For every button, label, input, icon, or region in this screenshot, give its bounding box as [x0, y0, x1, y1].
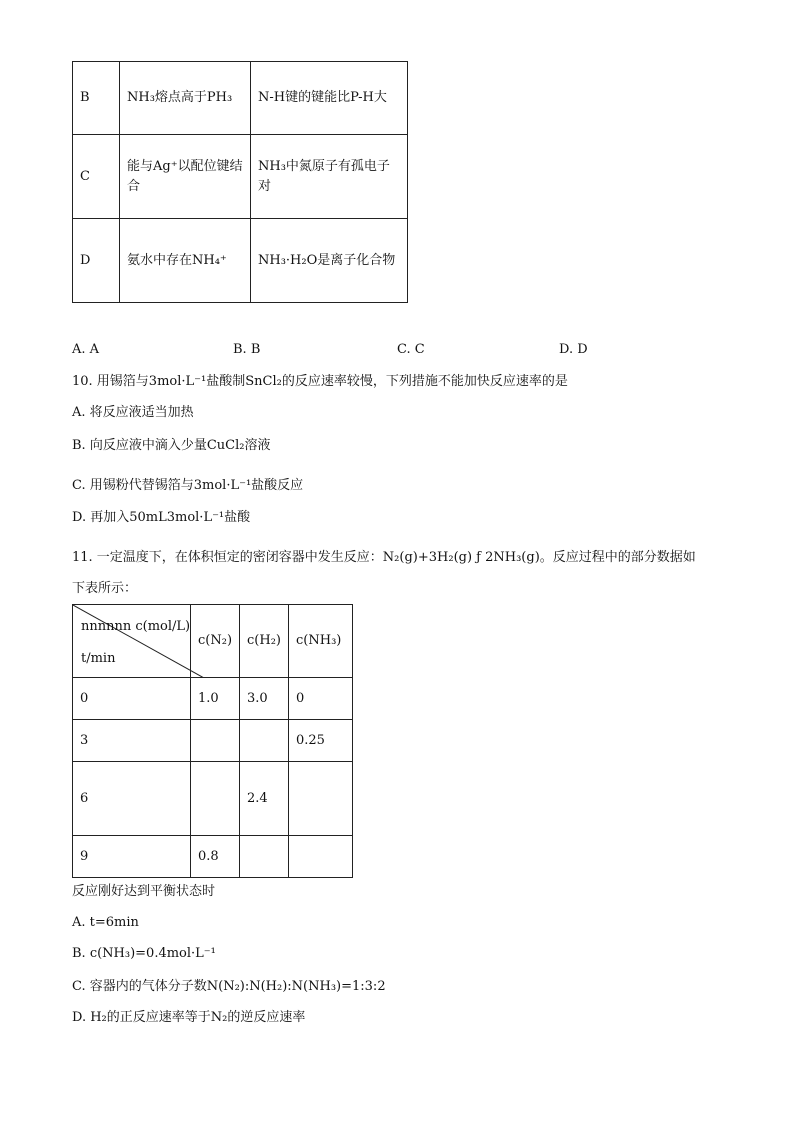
q11-table — [72, 604, 353, 878]
q11-option-b: B. c(NH₃)=0.4mol·L⁻¹ — [72, 946, 216, 961]
table-header-row — [73, 605, 353, 678]
diagonal-header-cell — [73, 605, 191, 678]
cell-h2 — [240, 720, 289, 762]
q11-stem-line2: 下表所示： — [72, 581, 138, 596]
q9-table — [72, 61, 408, 303]
cell-nh3: 0.25 — [289, 720, 353, 762]
table-row — [73, 219, 408, 303]
table-row — [73, 720, 353, 762]
q11-followup: 反应刚好达到平衡状态时 — [72, 884, 216, 899]
table-row — [73, 762, 353, 836]
cell-n2: 1.0 — [191, 678, 240, 720]
header-nh3: c(NH₃) — [289, 605, 353, 678]
q11-option-c: C. 容器内的气体分子数N(N₂):N(H₂):N(NH₃)=1:3:2 — [72, 979, 386, 994]
q10-option-c: C. 用锡粉代替锡箔与3mol·L⁻¹盐酸反应 — [72, 478, 304, 493]
corner-top-label: nnnnnn c(mol/L) — [81, 619, 191, 634]
cell-nh3: 0 — [289, 678, 353, 720]
q11-option-a: A. t=6min — [72, 915, 139, 930]
header-n2: c(N₂) — [191, 605, 240, 678]
cell-t: 0 — [73, 678, 191, 720]
cell-n2 — [191, 762, 240, 836]
table-row — [73, 836, 353, 878]
row-phenomenon: 能与Ag⁺以配位键结合 — [120, 135, 251, 219]
corner-bottom-label: t/min — [81, 651, 116, 666]
cell-nh3 — [289, 836, 353, 878]
q9-option-b: B. B — [233, 342, 261, 357]
q10-stem: 10. 用锡箔与3mol·L⁻¹盐酸制SnCl₂的反应速率较慢，下列措施不能加快反应速率的是 — [72, 374, 568, 389]
row-phenomenon: NH₃熔点高于PH₃ — [120, 62, 251, 135]
q11-stem-line1: 11. 一定温度下，在体积恒定的密闭容器中发生反应：N₂(g)+3H₂(g) ƒ 2NH₃(g)。反应过程中的部分数据如 — [72, 550, 696, 565]
row-letter: B — [73, 62, 120, 135]
q9-option-d: D. D — [559, 342, 588, 357]
q10-option-b: B. 向反应液中滴入少量CuCl₂溶液 — [72, 438, 271, 453]
cell-h2: 2.4 — [240, 762, 289, 836]
cell-h2: 3.0 — [240, 678, 289, 720]
table-row — [73, 135, 408, 219]
row-letter: C — [73, 135, 120, 219]
q9-option-a: A. A — [72, 342, 100, 357]
row-explanation: NH₃·H₂O是离子化合物 — [251, 219, 408, 303]
q11-option-d: D. H₂的正反应速率等于N₂的逆反应速率 — [72, 1010, 306, 1025]
row-letter: D — [73, 219, 120, 303]
row-explanation: N-H键的键能比P-H大 — [251, 62, 408, 135]
q10-option-d: D. 再加入50mL3mol·L⁻¹盐酸 — [72, 510, 251, 525]
cell-n2: 0.8 — [191, 836, 240, 878]
cell-t: 9 — [73, 836, 191, 878]
table-row — [73, 62, 408, 135]
row-explanation: NH₃中氮原子有孤电子对 — [251, 135, 408, 219]
row-phenomenon: 氨水中存在NH₄⁺ — [120, 219, 251, 303]
cell-n2 — [191, 720, 240, 762]
cell-t: 6 — [73, 762, 191, 836]
q9-option-c: C. C — [397, 342, 425, 357]
cell-t: 3 — [73, 720, 191, 762]
header-h2: c(H₂) — [240, 605, 289, 678]
cell-nh3 — [289, 762, 353, 836]
cell-h2 — [240, 836, 289, 878]
table-row — [73, 678, 353, 720]
q10-option-a: A. 将反应液适当加热 — [72, 405, 194, 420]
